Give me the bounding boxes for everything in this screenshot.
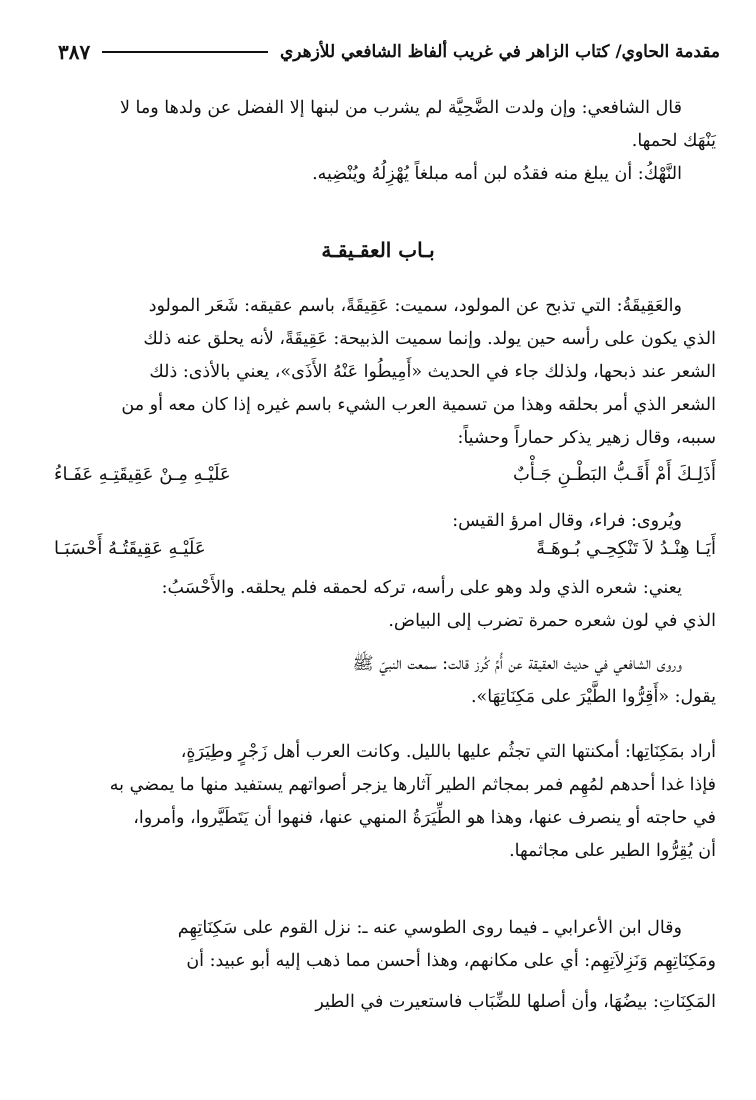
text-line: أراد بمَكِنَاتِها: أمكنتها التي تجثُم عليها بالليل. وكانت العرب أهل زَجْرٍ وطِيَرَةٍ، [180,742,716,762]
verse-2-second-hemistich: عَلَيْـهِ عَقِيقَتُـهُ أَحْسَبَـا [54,538,206,559]
text-line: أن يُقِرُّوا الطير على مجاثمها. [509,841,716,861]
verse-2-first-hemistich: أَيَـا هِنْـدُ لاَ تَنْكِحِـي بُـوهَـةً [536,538,716,559]
page-number: ٣٨٧ [58,40,91,64]
text-line: والعَقِيقَةُ: التي تذبح عن المولود، سميت: عَقِيقَةً، باسم عقيقه: شَعَر المولود [148,296,682,316]
paragraph-2 [60,572,716,638]
header-rule [102,51,268,53]
text-line: يقول: «أَقِرُّوا الطَّيْرَ على مَكِنَاتِهَا». [470,687,716,707]
header-title: مقدمة الحاوي/ كتاب الزاهر في غريب ألفاظ الشافعي للأزهري [279,42,720,62]
text-line: يَنْهَك لحمها. [631,131,716,151]
text-line: في حاجته أو ينصرف عنها، وهذا هو الطِّيَرَةُ المنهي عنها، فنهوا أن يَتَطَيَّروا، وأمروا، [133,808,716,828]
paragraph-3 [60,648,716,714]
text-line: وقال ابن الأعرابي ـ فيما روى الطوسي عنه ـ: نزل القوم على سَكِنَاتِهِم [177,918,682,938]
text-line: الشعر الذي أمر بحلقه وهذا من تسمية العرب الشيء باسم غيره إذا كان معه أو من [121,395,716,415]
verse-intro-block [60,505,716,538]
text-line: يعني: شعره الذي ولد وهو على رأسه، تركه لحمقه فلم يحلقه. والأَحْسَبُ: [161,578,682,598]
verse-1-first-hemistich: أَذَلِـكَ أَمْ أَقَـبُّ البَطْـنِ جَـأْبٌ [512,464,716,485]
text-line: المَكِنَاتِ: بيضُهَا، وأن أصلها للضِّبَاب فاستعيرت في الطير [315,992,716,1012]
intro-block [60,92,716,191]
verse-1-second-hemistich: عَلَيْـهِ مِـنْ عَقِيقَتِـهِ عَفَـاءُ [54,464,231,485]
text-line: الذي يكون على رأسه حين يولد. وإنما سميت الذبيحة: عَقِيقَةً، لأنه يحلق عنه ذلك [143,329,716,349]
text-line: سببه، وقال زهير يذكر حماراً وحشياً: [457,428,716,448]
text-line: ومَكِنَاتِهِم وَنَزِلاَتِهِم: أي على مكانهم، وهذا أحسن مما ذهب إليه أبو عبيد: أن [186,951,716,971]
text-line: النَّهْكُ: أن يبلغ منه فقدُه لبن أمه مبلغاً يُهْزِلُهُ ويُنْضِيه. [312,164,682,184]
paragraph-5 [60,912,716,1019]
section-heading: بـاب العقـيقـة [321,238,435,262]
text-line: ويُروى: فراء، وقال امرؤ القيس: [452,511,682,531]
paragraph-1 [60,290,716,455]
paragraph-4 [60,736,716,868]
text-line: فإذا غدا أحدهم لمُهِم فمر بمجاثم الطير آثارها يزجر أصواتهم يستفيد منها ما يمضي به [109,775,716,795]
text-line: الذي في لون شعره حمرة تضرب إلى البياض. [388,611,716,631]
running-header [58,34,720,70]
text-line: الشعر عند ذبحها، ولذلك جاء في الحديث «أَمِيطُوا عَنْهُ الأَذَى»، يعني بالأذى: ذلك [149,362,716,382]
text-line: قال الشافعي: وإن ولدت الضَّحِيَّة لم يشرب من لبنها إلا الفضل عن ولدها وما لا [120,98,682,118]
text-line: وروى الشافعي في حديث العقيقة عن أُمِّ كُرز قالت: سمعت النبيّ ﷺ [352,654,682,674]
verse-2 [54,538,716,572]
verse-1 [54,464,716,498]
